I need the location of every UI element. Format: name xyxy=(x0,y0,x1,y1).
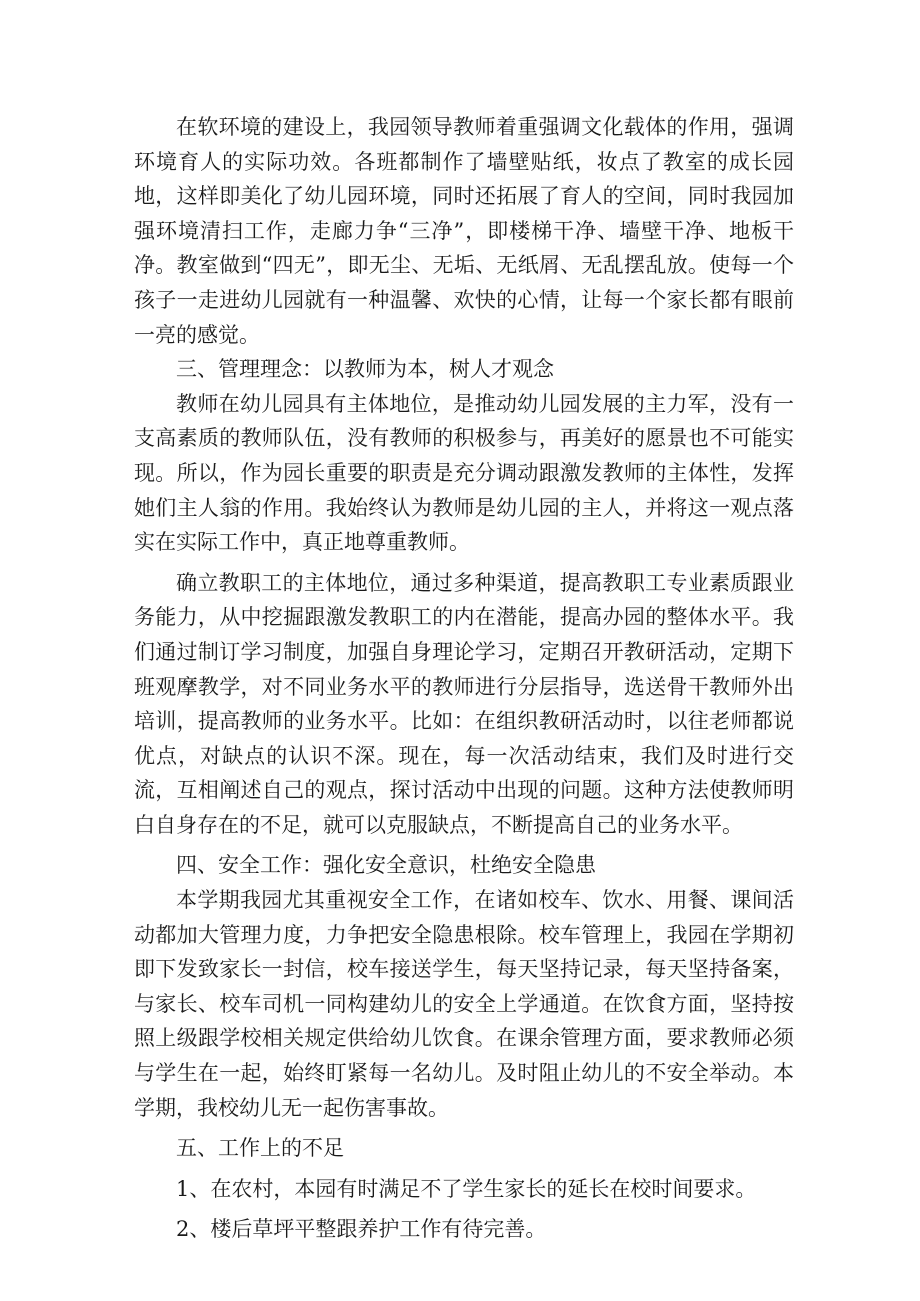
paragraph-safety-work: 本学期我园尤其重视安全工作，在诸如校车、饮水、用餐、课间活动都加大管理力度，力争把安全隐患根除。校车管理上，我园在学期初即下发致家长一封信，校车接送学生，每天坚持记录，每天坚持备案，与家长、校车司机一同构建幼儿的安全上学通道。在饮食方面，坚持按照上级跟学校相关规定供给幼儿饮食。在课余管理方面，要求教师必须与学生在一起，始终盯紧每一名幼儿。及时阻止幼儿的不安全举动。本学期，我校幼儿无一起伤害事故。 xyxy=(134,888,794,1120)
paragraph-soft-environment: 在软环境的建设上，我园领导教师着重强调文化载体的作用，强调环境育人的实际功效。各班都制作了墙壁贴纸，妆点了教室的成长园地，这样即美化了幼儿园环境，同时还拓展了育人的空间，同时我园加强环境清扫工作，走廊力争“三净”，即楼梯干净、墙壁干净、地板干净。教室做到“四无”，即无尘、无垢、无纸屑、无乱摆乱放。使每一个孩子一走进幼儿园就有一种温馨、欢快的心情，让每一个家长都有眼前一亮的感觉。 xyxy=(134,115,794,347)
section-heading-management: 三、管理理念：以教师为本，树人才观念 xyxy=(176,357,554,382)
section-heading-shortcomings: 五、工作上的不足 xyxy=(176,1136,344,1161)
shortcoming-item-2: 2、楼后草坪平整跟养护工作有待完善。 xyxy=(176,1217,547,1242)
paragraph-teacher-role: 教师在幼儿园具有主体地位，是推动幼儿园发展的主力军，没有一支高素质的教师队伍，没有教师的积极参与，再美好的愿景也不可能实现。所以，作为园长重要的职责是充分调动跟激发教师的主体性，发挥她们主人翁的作用。我始终认为教师是幼儿园的主人，并将这一观点落实在实际工作中，真正地尊重教师。 xyxy=(134,391,794,555)
document-body xyxy=(134,110,794,1247)
section-heading-safety: 四、安全工作：强化安全意识，杜绝安全隐患 xyxy=(176,853,596,878)
paragraph-staff-development: 确立教职工的主体地位，通过多种渠道，提高教职工专业素质跟业务能力，从中挖掘跟激发教职工的内在潜能，提高办园的整体水平。我们通过制订学习制度，加强自身理论学习，定期召开教研活动，定期下班观摩教学，对不同业务水平的教师进行分层指导，选送骨干教师外出培训，提高教师的业务水平。比如：在组织教研活动时，以往老师都说优点，对缺点的认识不深。现在，每一次活动结束，我们及时进行交流，互相阐述自己的观点，探讨活动中出现的问题。这种方法使教师明白自身存在的不足，就可以克服缺点，不断提高自己的业务水平。 xyxy=(134,570,794,837)
shortcoming-item-1: 1、在农村，本园有时满足不了学生家长的延长在校时间要求。 xyxy=(176,1176,757,1201)
